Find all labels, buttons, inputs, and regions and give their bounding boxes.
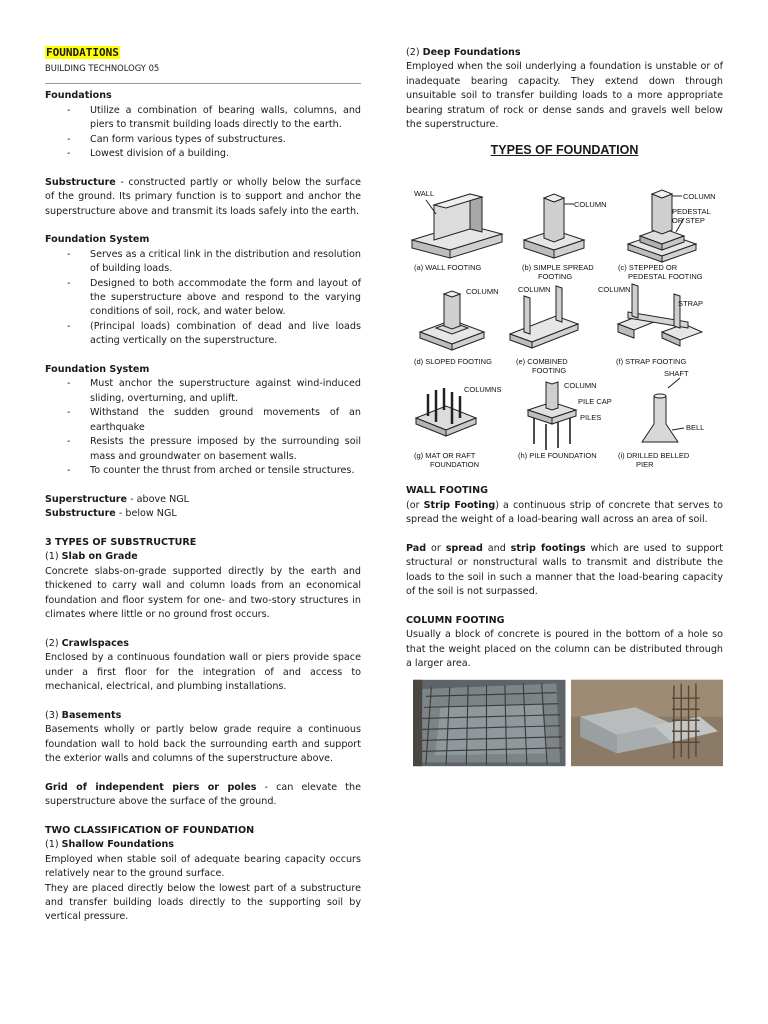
foundation-system-list <box>45 248 361 349</box>
slab-on-grade-heading: (1) Slab on Grade <box>45 551 138 563</box>
deep-foundations-text: Employed when the soil underlying a foundation is unstable or of inadequate bearing capacity. They extend down through unsuitable soil to transfer building loads to a more appropriate bearing stratum of rock or dense sands and gravels well below the superstructure. <box>406 61 723 131</box>
pile-foundation-drawing <box>528 382 576 450</box>
list-item: - Resists the pressure imposed by the surrounding soil mass and groundwater on basement walls. <box>67 436 361 462</box>
shallow-text-2: They are placed directly below the lowest part of a substructure and transfer building loads directly to the supporting soil by vertical pressure. <box>45 882 361 923</box>
label-piles: PILES <box>580 413 602 423</box>
foundation-system-list-2 <box>45 377 361 478</box>
substructure-line: Substructure - below NGL <box>45 508 177 520</box>
title-divider <box>45 83 361 84</box>
list-item: - Can form various types of substructures. <box>67 133 286 145</box>
caption-e-2: FOOTING <box>532 366 567 376</box>
shallow-foundations-heading: (1) Shallow Foundations <box>45 839 174 851</box>
wall-footing-drawing <box>412 194 502 258</box>
column-footing-heading: COLUMN FOOTING <box>406 615 505 627</box>
caption-c-1: (c) STEPPED OR <box>618 263 678 273</box>
classification-heading: TWO CLASSIFICATION OF FOUNDATION <box>45 824 255 836</box>
label-columns: COLUMNS <box>464 385 502 395</box>
mat-foundation-drawing <box>416 388 476 436</box>
belled-pier-drawing <box>642 378 684 442</box>
foundation-types-diagram <box>406 182 723 482</box>
label-shaft: SHAFT <box>664 369 689 379</box>
caption-d: (d) SLOPED FOOTING <box>414 357 492 367</box>
caption-a: (a) WALL FOOTING <box>414 263 482 273</box>
combined-footing-drawing <box>510 286 578 348</box>
basements-text: Basements wholly or partly below grade require a continuous foundation wall to hold back the surrounding earth and support the exterior walls and columns of the superstructure above. <box>45 724 361 764</box>
label-column-f: COLUMN <box>598 285 631 295</box>
slab-on-grade-text: Concrete slabs-on-grade supported directly by the earth and thickened to carry wall and column loads from an economical foundation and floor system for one- and two-story structures in climates where little or no ground frost occurs. <box>45 565 361 620</box>
substructure-types-heading: 3 TYPES OF SUBSTRUCTURE <box>45 536 197 548</box>
caption-i-1: (i) DRILLED BELLED <box>618 451 690 461</box>
superstructure-line: Superstructure - above NGL <box>45 493 190 505</box>
label-column-c: COLUMN <box>683 192 716 202</box>
document-title: FOUNDATIONS <box>46 46 119 59</box>
rebar-photo-left <box>413 676 566 770</box>
list-item: - Withstand the sudden ground movements of an earthquake <box>67 407 361 433</box>
label-wall: WALL <box>414 189 435 199</box>
foundations-heading: Foundations <box>45 90 112 102</box>
deep-foundations-heading: (2) Deep Foundations <box>406 47 521 58</box>
list-item: - Lowest division of a building. <box>67 148 230 160</box>
left-column <box>45 46 361 925</box>
caption-c-2: PEDESTAL FOOTING <box>628 272 703 282</box>
substructure-paragraph: Substructure - constructed partly or wholly below the surface of the ground. Its primary function is to support and anchor the superstructure above and transmit its loads safely into the earth. <box>45 176 361 217</box>
basements-heading: (3) Basements <box>45 709 122 721</box>
caption-i-2: PIER <box>636 460 654 470</box>
caption-h: (h) PILE FOUNDATION <box>518 451 597 461</box>
label-column-e: COLUMN <box>518 285 551 295</box>
list-item: - Serves as a critical link in the distribution and resolution of building loads. <box>67 248 361 275</box>
list-item: - Must anchor the superstructure against wind-induced sliding, overturning, and uplift. <box>67 378 361 404</box>
strap-footing-drawing <box>618 284 702 346</box>
label-column-h: COLUMN <box>564 381 597 391</box>
caption-g-2: FOUNDATION <box>430 460 480 470</box>
caption-g-1: (g) MAT OR RAFT <box>414 451 476 461</box>
wall-footing-heading: WALL FOOTING <box>406 485 489 497</box>
foundation-system-heading-2: Foundation System <box>45 364 150 376</box>
pad-spread-paragraph: Pad or spread and strip footings which are used to support structural or nonstructural walls to transmit and distribute the loads to the soil in such a manner that the load-bearing capacity of the soil is not surpassed. <box>406 543 723 598</box>
list-item: - To counter the thrust from arched or tensile structures. <box>67 464 355 476</box>
rebar-photo-right <box>571 676 724 770</box>
label-bell: BELL <box>686 423 705 433</box>
caption-b-1: (b) SIMPLE SPREAD <box>522 263 594 273</box>
list-item: - Designed to both accommodate the form and layout of the superstructure above and respond to the varying conditions of soil, rock, and water below. <box>67 277 361 318</box>
crawlspaces-text: Enclosed by a continuous foundation wall or piers provide space under a first floor for the integration of and access to mechanical, electrical, and plumbing installations. <box>45 652 361 692</box>
label-column-d: COLUMN <box>466 287 499 297</box>
foundation-system-heading: Foundation System <box>45 234 150 246</box>
caption-b-2: FOOTING <box>538 272 573 282</box>
list-item: - (Principal loads) combination of dead and live loads acting vertically on the superstructure. <box>67 320 361 347</box>
column-footing-text: Usually a block of concrete is poured in the bottom of a hole so that the weight placed on the column can be distributed through a larger area. <box>406 629 723 670</box>
label-or-step: OR STEP <box>672 216 705 226</box>
label-pile-cap: PILE CAP <box>578 397 612 407</box>
figure-title: TYPES OF FOUNDATION <box>490 143 639 158</box>
crawlspaces-heading: (2) Crawlspaces <box>45 637 129 649</box>
foundations-list <box>45 104 361 162</box>
column-footing-photos <box>413 676 723 770</box>
grid-piers-paragraph: Grid of independent piers or poles - can elevate the superstructure above the surface of the ground. <box>45 781 361 808</box>
shallow-text-1: Employed when stable soil of adequate bearing capacity occurs relatively near to the ground surface. <box>45 853 361 880</box>
right-column <box>406 46 723 770</box>
caption-f: (f) STRAP FOOTING <box>616 357 687 367</box>
caption-e-1: (e) COMBINED <box>516 357 568 367</box>
label-pedestal: PEDESTAL <box>672 207 711 217</box>
sloped-footing-drawing <box>420 291 484 350</box>
document-subtitle: BUILDING TECHNOLOGY 05 <box>45 63 160 74</box>
label-column-b: COLUMN <box>574 200 607 210</box>
wall-footing-text: (or Strip Footing) a continuous strip of concrete that serves to spread the weight of a load-bearing wall across an area of soil. <box>406 499 723 526</box>
list-item: - Utilize a combination of bearing walls, columns, and piers to transmit building loads directly to the earth. <box>67 104 361 131</box>
label-strap: STRAP <box>678 299 704 309</box>
